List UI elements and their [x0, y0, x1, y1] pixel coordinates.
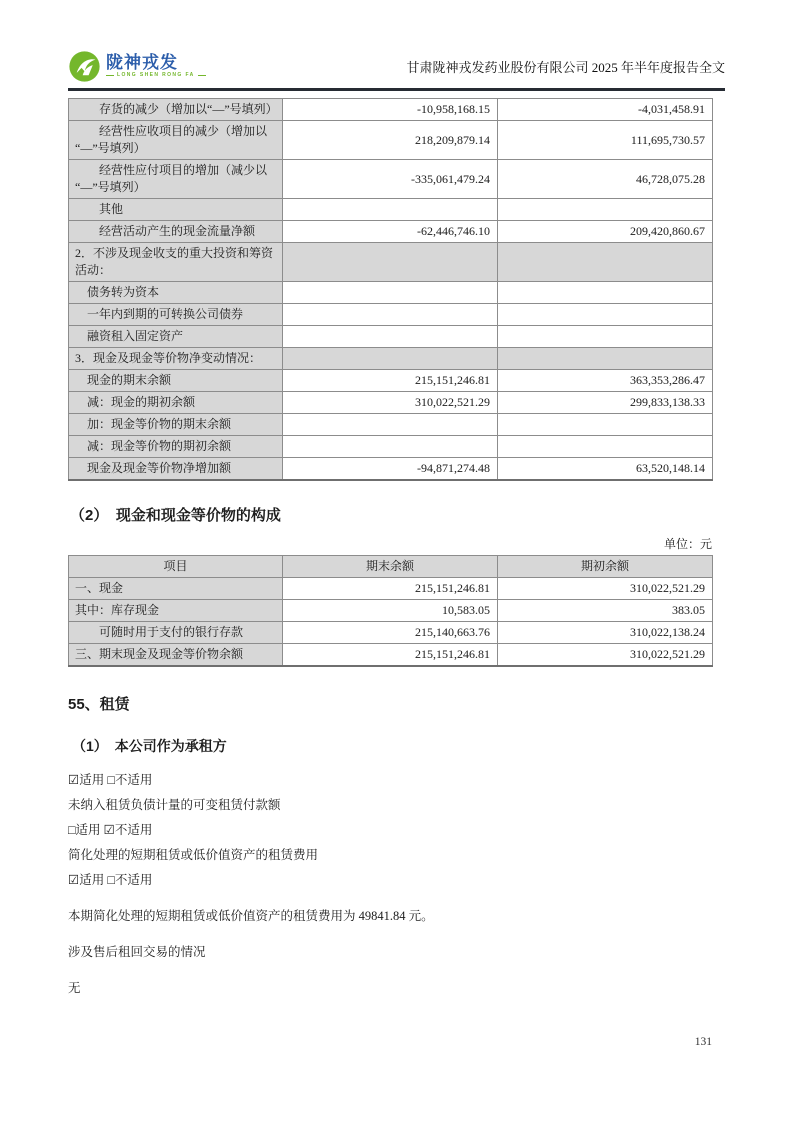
row-value-prior [498, 282, 713, 304]
row-value-current [283, 414, 498, 436]
row-value-prior: 363,353,286.47 [498, 370, 713, 392]
brand-text [106, 54, 206, 78]
row-label: 三、期末现金及现金等价物余额 [69, 644, 283, 667]
row-label: 融资租入固定资产 [69, 326, 283, 348]
row-label: 可随时用于支付的银行存款 [69, 622, 283, 644]
page-content [68, 0, 725, 1001]
row-value-current: -62,446,746.10 [283, 221, 498, 243]
document-line: □适用 ☑不适用 [68, 823, 153, 837]
table-row [69, 436, 713, 458]
row-label: 减：现金等价物的期初余额 [69, 436, 283, 458]
row-value-prior [498, 243, 713, 282]
row-value-current [283, 282, 498, 304]
lease-paragraphs [68, 768, 725, 1001]
col-header-ending-balance: 期末余额 [283, 556, 498, 578]
table-row [69, 414, 713, 436]
table-row [69, 199, 713, 221]
lease-section-heading: 55、租赁 [68, 696, 130, 713]
row-label: 2．不涉及现金收支的重大投资和筹资活动： [69, 243, 283, 282]
table-row [69, 578, 713, 600]
document-line: 本期简化处理的短期租赁或低价值资产的租赁费用为 49841.84 元。 [68, 909, 434, 923]
row-label: 一年内到期的可转换公司债券 [69, 304, 283, 326]
document-line: 未纳入租赁负债计量的可变租赁付款额 [68, 798, 281, 812]
col-header-beginning-balance: 期初余额 [498, 556, 713, 578]
table-row [69, 458, 713, 481]
table-row [69, 304, 713, 326]
row-label: 3．现金及现金等价物净变动情况： [69, 348, 283, 370]
row-value-prior: -4,031,458.91 [498, 99, 713, 121]
brand-subtitle: LONG SHEN RONG FA [106, 73, 206, 78]
composition-heading: （2） 现金和现金等价物的构成 [70, 507, 281, 524]
cash-flow-table [68, 98, 713, 481]
table-row [69, 282, 713, 304]
row-value-current [283, 199, 498, 221]
row-value-current: 215,151,246.81 [283, 578, 498, 600]
brand-logo [68, 50, 206, 83]
document-line: ☑适用 □不适用 [68, 773, 153, 787]
composition-table [68, 555, 713, 667]
table-header-row [69, 556, 713, 578]
brand-mark-icon [68, 50, 101, 83]
table-row [69, 348, 713, 370]
document-line: ☑适用 □不适用 [68, 873, 153, 887]
row-label: 债务转为资本 [69, 282, 283, 304]
table-row [69, 326, 713, 348]
row-label: 其他 [69, 199, 283, 221]
unit-label: 单位：元 [663, 537, 712, 551]
row-value-current [283, 243, 498, 282]
table-row [69, 644, 713, 667]
row-value-current: 218,209,879.14 [283, 121, 498, 160]
table-row [69, 121, 713, 160]
row-label: 加：现金等价物的期末余额 [69, 414, 283, 436]
lessee-subheading: （1） 本公司作为承租方 [72, 738, 227, 754]
page-number: 131 [694, 1036, 712, 1048]
row-value-prior [498, 414, 713, 436]
row-value-current: 215,151,246.81 [283, 644, 498, 667]
document-line: 简化处理的短期租赁或低价值资产的租赁费用 [68, 848, 319, 862]
table-row [69, 622, 713, 644]
table-row [69, 392, 713, 414]
row-label: 现金的期末余额 [69, 370, 283, 392]
row-value-current [283, 304, 498, 326]
row-value-current: -10,958,168.15 [283, 99, 498, 121]
row-label: 存货的减少（增加以“—”号填列） [69, 99, 283, 121]
row-value-current [283, 436, 498, 458]
row-label: 其中：库存现金 [69, 600, 283, 622]
row-label: 减：现金的期初余额 [69, 392, 283, 414]
row-value-current: 215,151,246.81 [283, 370, 498, 392]
row-value-current: -94,871,274.48 [283, 458, 498, 481]
row-value-prior [498, 199, 713, 221]
row-label: 经营性应收项目的减少（增加以“—”号填列） [69, 121, 283, 160]
document-line: 涉及售后租回交易的情况 [68, 945, 206, 959]
row-value-prior [498, 304, 713, 326]
row-value-current: 10,583.05 [283, 600, 498, 622]
row-label: 经营性应付项目的增加（减少以“—”号填列） [69, 160, 283, 199]
col-header-item: 项目 [69, 556, 283, 578]
row-value-prior [498, 348, 713, 370]
row-label: 一、现金 [69, 578, 283, 600]
row-value-current: -335,061,479.24 [283, 160, 498, 199]
row-value-prior [498, 326, 713, 348]
table-row [69, 243, 713, 282]
row-value-prior: 111,695,730.57 [498, 121, 713, 160]
row-value-prior: 310,022,138.24 [498, 622, 713, 644]
row-value-prior: 310,022,521.29 [498, 578, 713, 600]
row-value-prior: 209,420,860.67 [498, 221, 713, 243]
row-value-current: 310,022,521.29 [283, 392, 498, 414]
row-label: 经营活动产生的现金流量净额 [69, 221, 283, 243]
page-header [68, 48, 725, 91]
row-label: 现金及现金等价物净增加额 [69, 458, 283, 481]
table-row [69, 99, 713, 121]
table-row [69, 600, 713, 622]
row-value-current [283, 348, 498, 370]
table-row [69, 160, 713, 199]
table-row [69, 221, 713, 243]
table-row [69, 370, 713, 392]
row-value-prior [498, 436, 713, 458]
row-value-current [283, 326, 498, 348]
row-value-prior: 383.05 [498, 600, 713, 622]
row-value-prior: 310,022,521.29 [498, 644, 713, 667]
row-value-current: 215,140,663.76 [283, 622, 498, 644]
row-value-prior: 299,833,138.33 [498, 392, 713, 414]
document-line: 无 [68, 981, 81, 995]
brand-name: 陇神戎发 [106, 53, 178, 72]
row-value-prior: 63,520,148.14 [498, 458, 713, 481]
row-value-prior: 46,728,075.28 [498, 160, 713, 199]
report-title: 甘肃陇神戎发药业股份有限公司 2025 年半年度报告全文 [406, 59, 725, 75]
